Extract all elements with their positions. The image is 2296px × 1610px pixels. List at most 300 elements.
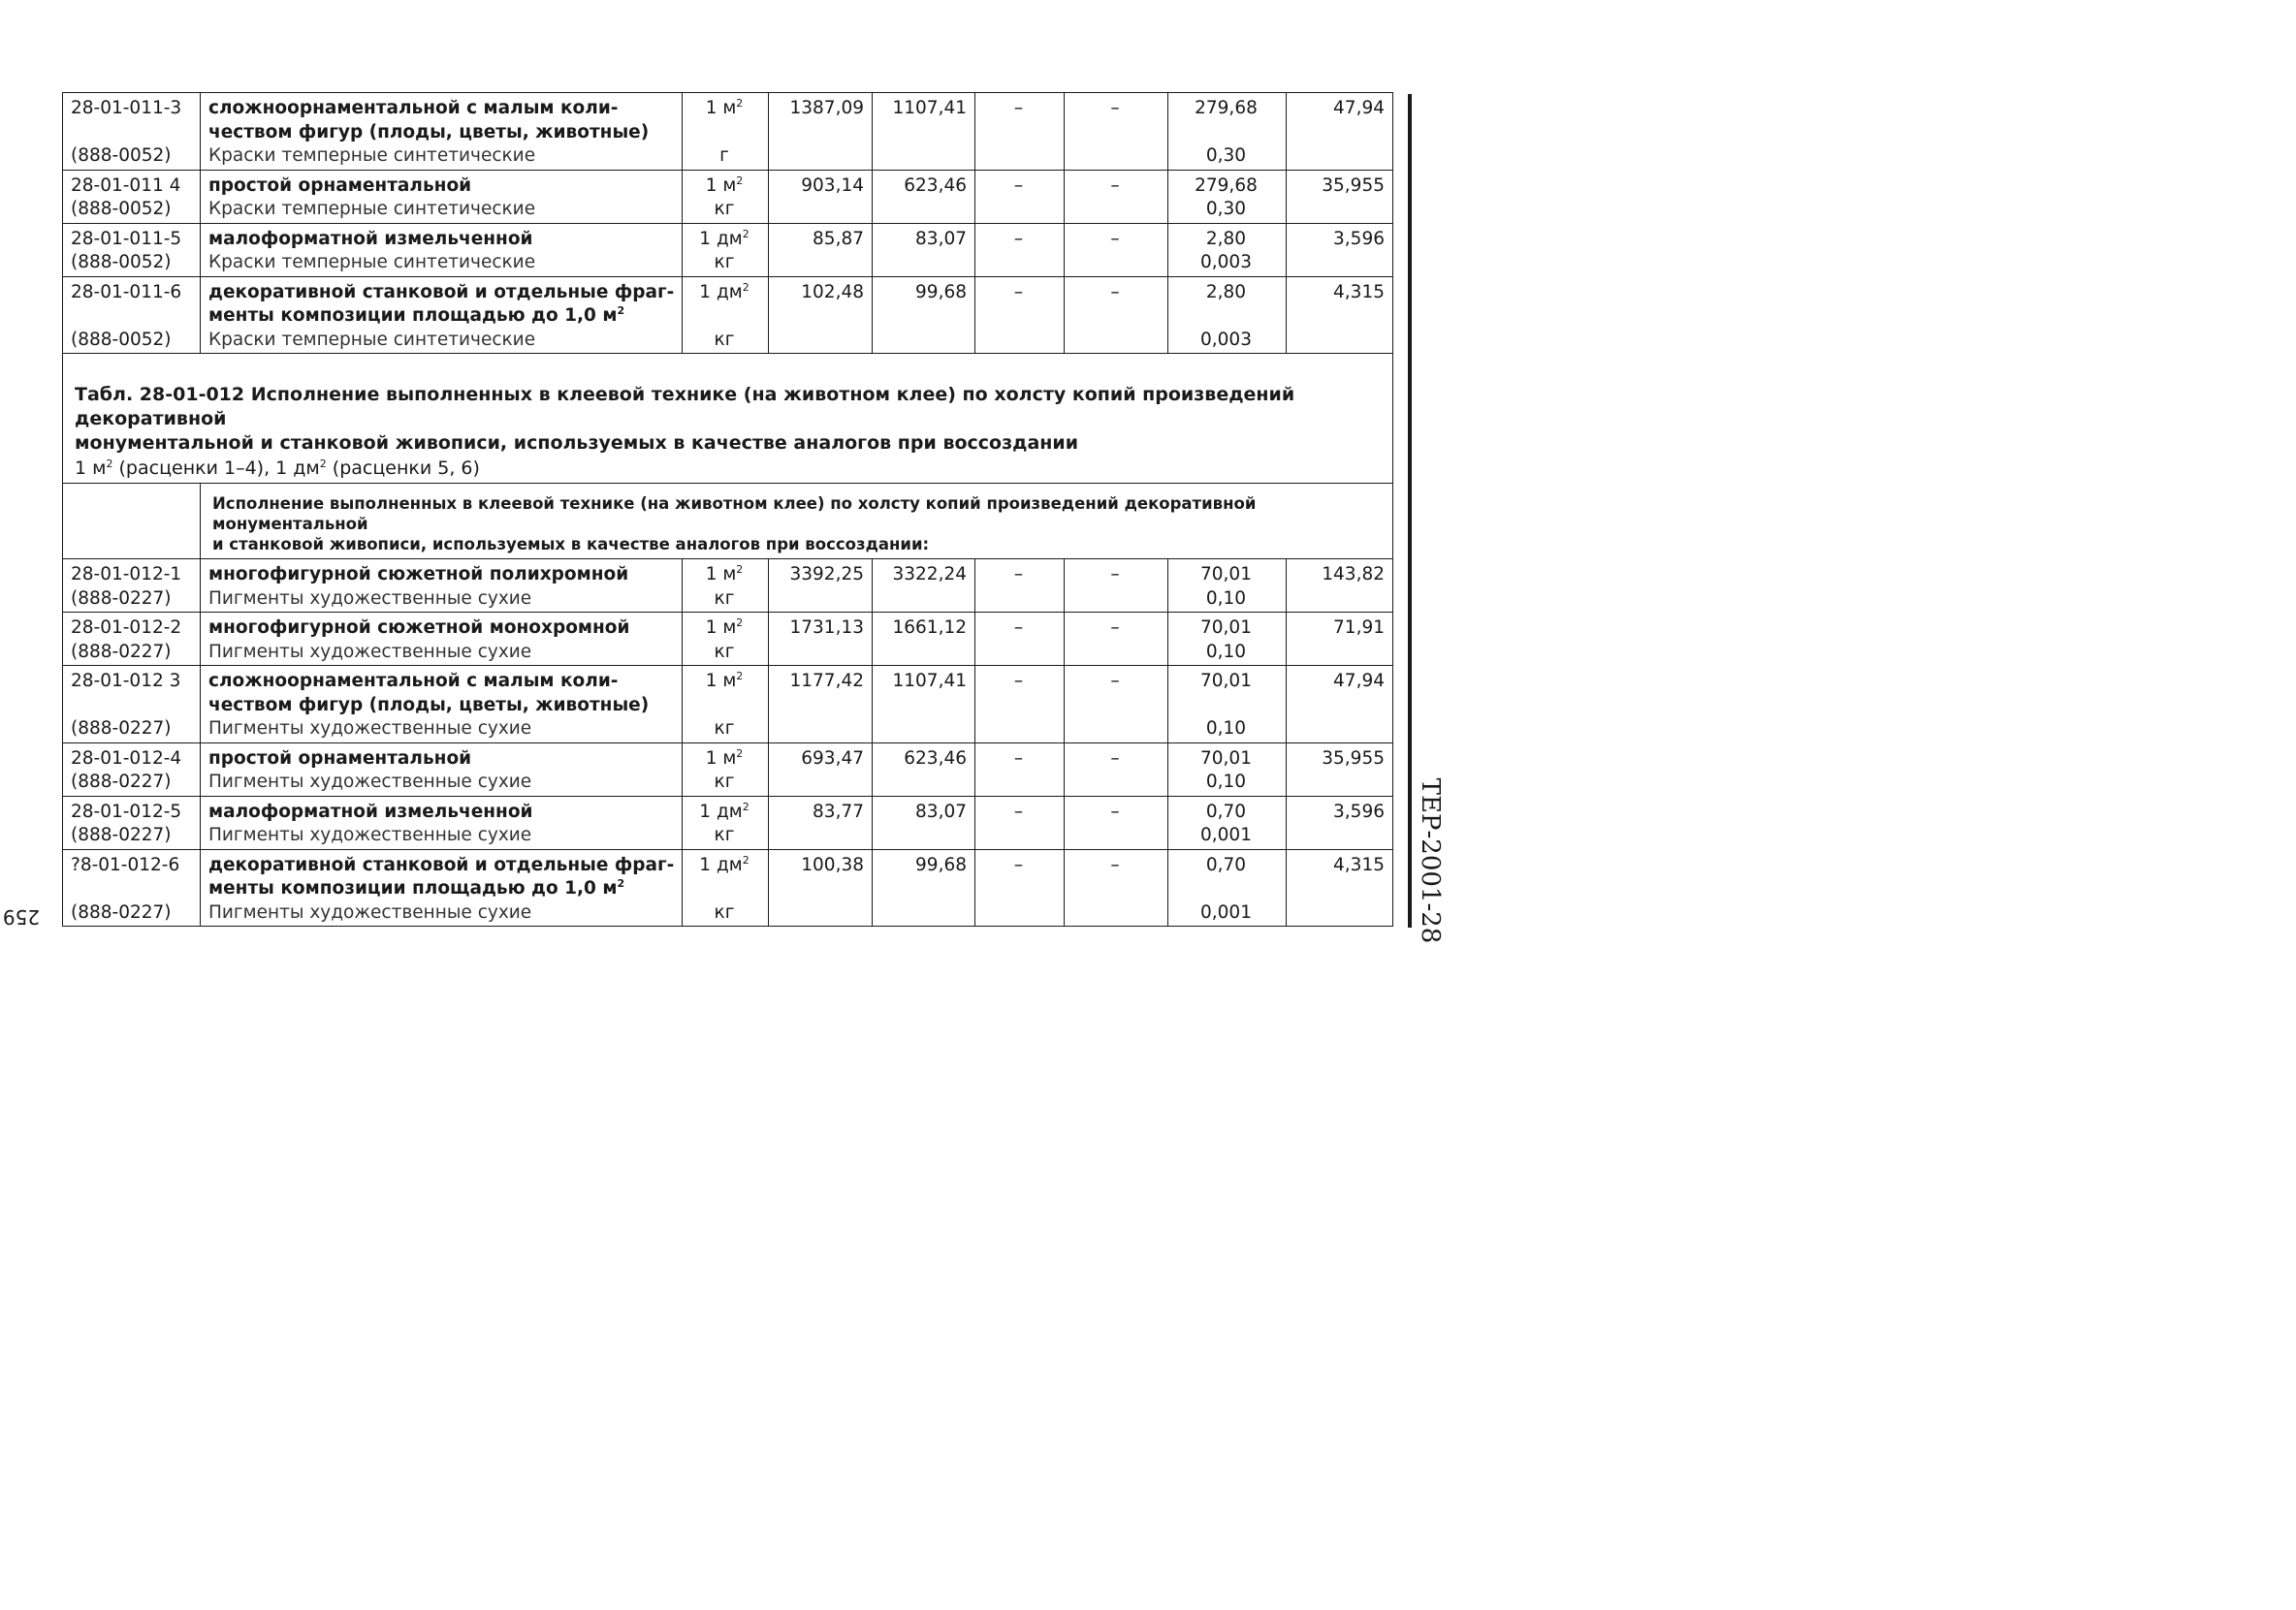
unit-sup: 2 (736, 563, 744, 576)
table-012-header (63, 354, 1393, 559)
machinist-wages-cell (1065, 170, 1168, 223)
resource-code: (888-0227) (71, 772, 172, 792)
unit-line (688, 670, 760, 694)
resource-code: (888-0227) (71, 587, 172, 609)
resource-quantity: 0,001 (1200, 901, 1252, 923)
unit-value: 1 м (705, 564, 737, 584)
work-name-line (208, 121, 676, 145)
wages-cell (873, 613, 975, 666)
table-measurement-units (75, 456, 1381, 481)
table-row (63, 613, 1393, 666)
materials-cost: 279,68 (1195, 98, 1258, 118)
spacer (71, 694, 194, 718)
area-sup: 2 (617, 877, 625, 890)
unit-b: (расценки 1–4), 1 дм (112, 458, 320, 479)
materials-cell (1168, 613, 1287, 666)
unit-cell (683, 849, 769, 927)
machinist-wages-cell (1065, 559, 1168, 613)
direct-cost-cell (769, 170, 873, 223)
materials-cost: 70,01 (1200, 617, 1252, 638)
machine-cost: – (1013, 854, 1024, 875)
direct-cost: 903,14 (801, 174, 864, 196)
unit-line (688, 854, 760, 878)
resource-unit: кг (714, 587, 735, 609)
rate-code: 28-01-011-3 (71, 98, 182, 118)
material-name: Краски темперные синтетические (208, 252, 536, 272)
unit-line (688, 97, 760, 121)
rate-code: 28-01-011-6 (71, 281, 182, 302)
labor-cell (1287, 849, 1393, 927)
materials-cell (1168, 796, 1287, 849)
machine-cost-cell (975, 170, 1065, 223)
direct-cost-cell (769, 849, 873, 927)
work-name-cell (201, 666, 683, 743)
materials-cost: 2,80 (1205, 281, 1247, 302)
spacer (688, 877, 760, 901)
unit-b-sup: 2 (319, 458, 327, 470)
machine-cost-cell (975, 223, 1065, 276)
materials-cell (1168, 666, 1287, 743)
direct-cost: 85,87 (813, 228, 864, 249)
work-name-text: сложноорнаментальной с малым коли- (208, 98, 619, 118)
machinist-wages: – (1110, 747, 1120, 769)
unit-line (688, 174, 760, 199)
material-name: Пигменты художественные сухие (208, 772, 532, 792)
machinist-wages-cell (1065, 849, 1168, 927)
resource-quantity: 0,30 (1205, 199, 1247, 219)
spacer (1174, 877, 1278, 901)
materials-cost: 2,80 (1205, 228, 1247, 249)
rate-code: ?8-01-012-6 (71, 854, 180, 875)
materials-cost: 70,01 (1200, 747, 1252, 769)
labor-cost: 35,955 (1322, 174, 1385, 196)
unit-sup: 2 (742, 853, 749, 867)
table-011-rows (63, 93, 1393, 354)
wages: 623,46 (904, 174, 967, 196)
unit-a-sup: 2 (106, 458, 113, 470)
materials-cost: 70,01 (1200, 671, 1252, 691)
work-name-cell (201, 742, 683, 796)
wages-cell (873, 849, 975, 927)
wages-cell (873, 223, 975, 276)
table-012-rows (63, 559, 1393, 927)
direct-cost-cell (769, 559, 873, 613)
machinist-wages-cell (1065, 613, 1168, 666)
unit-value: 1 м (705, 747, 737, 769)
unit-sup: 2 (736, 746, 744, 760)
spacer (688, 304, 760, 329)
table-row (63, 796, 1393, 849)
direct-cost-cell (769, 276, 873, 354)
work-name-text: многофигурной сюжетной монохромной (208, 617, 630, 638)
work-name-text: менты композиции площадью до 1,0 м (208, 878, 618, 899)
direct-cost-cell (769, 93, 873, 171)
unit-line (688, 281, 760, 305)
unit-sup: 2 (736, 616, 744, 629)
labor-cost: 35,955 (1322, 747, 1385, 769)
machinist-wages-cell (1065, 93, 1168, 171)
direct-cost: 1731,13 (789, 617, 864, 638)
direct-cost-cell (769, 613, 873, 666)
resource-quantity: 0,10 (1205, 587, 1247, 609)
machine-cost-cell (975, 93, 1065, 171)
direct-cost: 1387,09 (789, 98, 864, 118)
materials-cell (1168, 170, 1287, 223)
work-name-line (208, 174, 676, 199)
work-name-cell (201, 93, 683, 171)
direct-cost: 3392,25 (789, 564, 864, 584)
labor-cell (1287, 93, 1393, 171)
materials-cell (1168, 223, 1287, 276)
resource-code: (888-0227) (71, 825, 172, 845)
work-name-text: менты композиции площадью до 1,0 м (208, 305, 618, 326)
resource-quantity: 0,30 (1205, 145, 1247, 166)
rate-code: 28-01-012-2 (71, 617, 182, 638)
machine-cost: – (1013, 281, 1024, 302)
wages: 99,68 (915, 854, 967, 875)
unit-sup: 2 (736, 670, 744, 682)
labor-cost: 3,596 (1333, 801, 1385, 822)
machine-cost: – (1013, 747, 1024, 769)
labor-cost: 3,596 (1333, 228, 1385, 249)
unit-value: 1 м (705, 174, 737, 196)
work-name-text: многофигурной сюжетной полихромной (208, 564, 629, 584)
work-name-line (208, 854, 676, 878)
labor-cell (1287, 666, 1393, 743)
rate-code-cell (63, 849, 201, 927)
resource-quantity: 0,10 (1205, 772, 1247, 792)
material-name: Краски темперные синтетические (208, 199, 536, 219)
work-name-text: чеством фигур (плоды, цветы, животные) (208, 694, 650, 715)
rate-code: 28-01-012-1 (71, 564, 182, 584)
machinist-wages: – (1110, 564, 1120, 584)
materials-cell (1168, 559, 1287, 613)
work-name-text: простой орнаментальной (208, 747, 472, 769)
table-row (63, 170, 1393, 223)
direct-cost: 693,47 (801, 747, 864, 769)
unit-line (688, 228, 760, 252)
labor-cell (1287, 559, 1393, 613)
margin-rule (1408, 94, 1412, 928)
materials-cell (1168, 742, 1287, 796)
machinist-wages: – (1110, 671, 1120, 691)
labor-cost: 4,315 (1333, 281, 1385, 302)
material-name: Пигменты художественные сухие (208, 641, 532, 662)
machine-cost: – (1013, 98, 1024, 118)
document-code: ТЕР-2001-28 (1416, 777, 1445, 944)
unit-cell (683, 276, 769, 354)
resource-unit: кг (714, 252, 735, 272)
work-name-line (208, 228, 676, 252)
machinist-wages-cell (1065, 223, 1168, 276)
unit-cell (683, 613, 769, 666)
unit-value: 1 м (705, 671, 737, 691)
resource-unit: кг (714, 329, 735, 350)
unit-sup: 2 (736, 97, 744, 110)
labor-cost: 143,82 (1322, 564, 1385, 584)
table-row (63, 559, 1393, 613)
work-name-line (208, 563, 676, 587)
wages: 83,07 (915, 801, 967, 822)
work-name-line (208, 670, 676, 694)
resource-quantity: 0,10 (1205, 718, 1247, 739)
unit-cell (683, 559, 769, 613)
unit-value: 1 дм (699, 228, 743, 249)
unit-a: 1 м (75, 458, 107, 479)
unit-sup: 2 (742, 280, 749, 294)
spacer (1174, 304, 1278, 329)
unit-cell (683, 666, 769, 743)
machine-cost-cell (975, 742, 1065, 796)
work-name-line (208, 747, 676, 772)
machine-cost: – (1013, 174, 1024, 196)
machine-cost: – (1013, 564, 1024, 584)
materials-cell (1168, 93, 1287, 171)
wages: 83,07 (915, 228, 967, 249)
machine-cost-cell (975, 559, 1065, 613)
unit-c: (расценки 5, 6) (326, 458, 480, 479)
resource-unit: кг (714, 825, 735, 845)
material-name: Краски темперные синтетические (208, 329, 536, 350)
machine-cost-cell (975, 796, 1065, 849)
rate-code-cell (63, 666, 201, 743)
labor-cell (1287, 223, 1393, 276)
intro-line-2: и станковой живописи, используемых в качестве аналогов при воссоздании: (212, 535, 930, 553)
resource-unit: кг (714, 718, 735, 739)
wages-cell (873, 559, 975, 613)
materials-cost: 279,68 (1195, 174, 1258, 196)
work-name-line (208, 616, 676, 641)
direct-cost: 1177,42 (789, 671, 864, 691)
work-name-line (208, 877, 676, 901)
resource-unit: кг (714, 901, 735, 923)
table-row (63, 223, 1393, 276)
work-name-text: малоформатной измельченной (208, 801, 533, 822)
machinist-wages: – (1110, 174, 1120, 196)
wages: 99,68 (915, 281, 967, 302)
rate-code: 28-01-012-4 (71, 747, 182, 769)
resource-unit: кг (714, 199, 735, 219)
unit-cell (683, 742, 769, 796)
wages: 1107,41 (892, 98, 967, 118)
unit-value: 1 м (705, 617, 737, 638)
wages: 3322,24 (892, 564, 967, 584)
rate-code: 28-01-012-5 (71, 801, 182, 822)
rate-code-cell (63, 170, 201, 223)
machinist-wages: – (1110, 854, 1120, 875)
materials-cost: 70,01 (1200, 564, 1252, 584)
material-name: Пигменты художественные сухие (208, 587, 532, 609)
machine-cost-cell (975, 276, 1065, 354)
resource-code: (888-0227) (71, 641, 172, 662)
wages: 1107,41 (892, 671, 967, 691)
unit-cell (683, 796, 769, 849)
table-row (63, 93, 1393, 171)
machinist-wages-cell (1065, 666, 1168, 743)
machine-cost: – (1013, 671, 1024, 691)
resource-code: (888-0052) (71, 252, 172, 272)
work-name-cell (201, 796, 683, 849)
work-name-cell (201, 559, 683, 613)
table-title-line-1: Табл. 28-01-012 Исполнение выполненных в клеевой технике (на животном клее) по холсту копий произведений декоративной (75, 384, 1295, 429)
labor-cost: 71,91 (1333, 617, 1385, 638)
unit-line (688, 747, 760, 772)
rate-code-cell (63, 223, 201, 276)
wages: 1661,12 (892, 617, 967, 638)
material-name: Пигменты художественные сухие (208, 825, 532, 845)
machine-cost-cell (975, 849, 1065, 927)
rate-code: 28-01-011 4 (71, 174, 181, 196)
unit-sup: 2 (736, 174, 744, 187)
direct-cost-cell (769, 796, 873, 849)
spacer (688, 121, 760, 145)
direct-cost-cell (769, 223, 873, 276)
machinist-wages-cell (1065, 742, 1168, 796)
table-row (63, 666, 1393, 743)
labor-cost: 47,94 (1333, 671, 1385, 691)
labor-cost: 4,315 (1333, 854, 1385, 875)
wages-cell (873, 93, 975, 171)
resource-quantity: 0,001 (1200, 825, 1252, 845)
table-row (63, 742, 1393, 796)
wages: 623,46 (904, 747, 967, 769)
rate-code-cell (63, 93, 201, 171)
materials-cell (1168, 849, 1287, 927)
table-title-cell (63, 354, 1393, 484)
material-name: Пигменты художественные сухие (208, 901, 532, 923)
unit-cell (683, 93, 769, 171)
table-row (63, 849, 1393, 927)
unit-cell (683, 170, 769, 223)
material-name: Пигменты художественные сухие (208, 718, 532, 739)
rate-code-cell (63, 742, 201, 796)
work-name-text: сложноорнаментальной с малым коли- (208, 671, 619, 691)
page-number: 259 (2, 905, 41, 929)
intro-line-1: Исполнение выполненных в клеевой технике (на животном клее) по холсту копий произведений декоративной монументальной (212, 494, 1257, 533)
wages-cell (873, 796, 975, 849)
resource-quantity: 0,003 (1200, 329, 1252, 350)
work-name-text: простой орнаментальной (208, 174, 472, 196)
spacer (71, 121, 194, 145)
materials-cost: 0,70 (1205, 854, 1247, 875)
resource-code: (888-0227) (71, 718, 172, 739)
work-name-cell (201, 613, 683, 666)
area-sup: 2 (617, 304, 625, 317)
unit-line (688, 563, 760, 587)
resource-quantity: 0,003 (1200, 252, 1252, 272)
rate-code-cell (63, 559, 201, 613)
direct-cost: 102,48 (801, 281, 864, 302)
unit-sup: 2 (742, 227, 749, 240)
spacer (71, 877, 194, 901)
machinist-wages: – (1110, 228, 1120, 249)
spacer (71, 304, 194, 329)
materials-cost: 0,70 (1205, 801, 1247, 822)
machinist-wages: – (1110, 281, 1120, 302)
resource-code: (888-0227) (71, 901, 172, 923)
work-name-cell (201, 849, 683, 927)
resource-code: (888-0052) (71, 199, 172, 219)
spacer (688, 694, 760, 718)
table-title-line-2: монументальной и станковой живописи, используемых в качестве аналогов при воссоздании (75, 432, 1079, 454)
machine-cost: – (1013, 617, 1024, 638)
labor-cell (1287, 613, 1393, 666)
machine-cost: – (1013, 801, 1024, 822)
rate-code-cell (63, 796, 201, 849)
resource-unit: г (719, 145, 729, 166)
work-name-text: чеством фигур (плоды, цветы, животные) (208, 121, 650, 142)
direct-cost: 83,77 (813, 801, 864, 822)
machinist-wages: – (1110, 801, 1120, 822)
rate-code-cell (63, 276, 201, 354)
unit-value: 1 дм (699, 281, 743, 302)
machine-cost-cell (975, 666, 1065, 743)
work-name-line (208, 304, 676, 329)
work-name-text: малоформатной измельченной (208, 228, 533, 249)
unit-value: 1 дм (699, 854, 743, 875)
rate-code: 28-01-012 3 (71, 671, 181, 691)
work-name-line (208, 801, 676, 825)
machinist-wages: – (1110, 617, 1120, 638)
resource-unit: кг (714, 641, 735, 662)
resource-quantity: 0,10 (1205, 641, 1247, 662)
machinist-wages-cell (1065, 796, 1168, 849)
labor-cost: 47,94 (1333, 98, 1385, 118)
rate-code-cell (63, 613, 201, 666)
direct-cost: 100,38 (801, 854, 864, 875)
unit-line (688, 801, 760, 825)
direct-cost-cell (769, 666, 873, 743)
work-name-cell (201, 223, 683, 276)
resource-code: (888-0052) (71, 145, 172, 166)
work-name-cell (201, 276, 683, 354)
direct-cost-cell (769, 742, 873, 796)
labor-cell (1287, 170, 1393, 223)
table-row (63, 276, 1393, 354)
wages-cell (873, 276, 975, 354)
wages-cell (873, 666, 975, 743)
work-name-line (208, 97, 676, 121)
work-name-cell (201, 170, 683, 223)
unit-line (688, 616, 760, 641)
spacer (1174, 121, 1278, 145)
rate-code: 28-01-011-5 (71, 228, 182, 249)
work-name-text: декоративной станковой и отдельные фраг- (208, 854, 675, 875)
resource-unit: кг (714, 772, 735, 792)
wages-cell (873, 170, 975, 223)
work-name-text: декоративной станковой и отдельные фраг- (208, 281, 675, 302)
labor-cell (1287, 796, 1393, 849)
unit-value: 1 м (705, 98, 737, 118)
unit-value: 1 дм (699, 801, 743, 822)
unit-sup: 2 (742, 800, 749, 813)
price-table (62, 92, 1393, 927)
document-page (0, 0, 1503, 1066)
machinist-wages: – (1110, 98, 1120, 118)
resource-code: (888-0052) (71, 329, 172, 350)
labor-cell (1287, 276, 1393, 354)
unit-cell (683, 223, 769, 276)
machine-cost: – (1013, 228, 1024, 249)
machinist-wages-cell (1065, 276, 1168, 354)
spacer (1174, 694, 1278, 718)
material-name: Краски темперные синтетические (208, 145, 536, 166)
machine-cost-cell (975, 613, 1065, 666)
intro-blank-cell (63, 484, 201, 559)
materials-cell (1168, 276, 1287, 354)
labor-cell (1287, 742, 1393, 796)
work-name-line (208, 281, 676, 305)
